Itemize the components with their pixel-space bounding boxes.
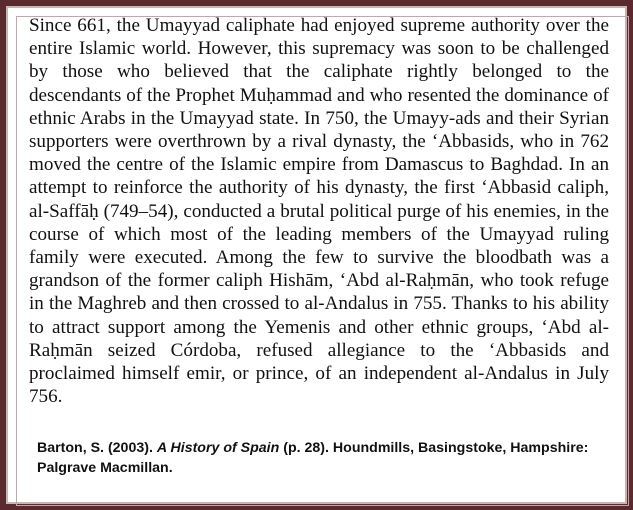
- citation: [37, 438, 607, 478]
- citation-author-year: Barton, S. (2003).: [37, 440, 157, 456]
- citation-book-title: A History of Spain: [156, 440, 280, 456]
- citation-details: (p. 28). Houndmills, Basingstoke, Hampshire: Palgrave Macmillan.: [37, 440, 589, 476]
- quoted-passage: Since 661, the Umayyad caliphate had enjoyed supreme authority over the entire Islamic world. However, this supremacy was soon to be challenged by those who believed that the caliphate rightly belonged to the descendants of the Prophet Muḥammad and who resented the dominance of ethnic Arabs in the Umayyad state. In 750, the Umayy-ads and their Syrian supporters were overthrown by a rival dynasty, the ‘Abbasids, who in 762 moved the centre of the Islamic empire from Damascus to Baghdad. In an attempt to reinforce the authority of his dynasty, the first ‘Abbasid caliph, al-Saffāḥ (749–54), conducted a brutal political purge of his enemies, in the course of which most of the leading members of the Umayyad ruling family were executed. Among the few to survive the bloodbath was a grandson of the former caliph Hishām, ‘Abd al-Raḥmān, who took refuge in the Maghreb and then crossed to al-Andalus in 755. Thanks to his ability to attract support among the Yemenis and other ethnic groups, ‘Abd al-Raḥmān seized Córdoba, refused allegiance to the ‘Abbasids and proclaimed himself emir, or prince, of an independent al-Andalus in July 756.: [29, 15, 609, 408]
